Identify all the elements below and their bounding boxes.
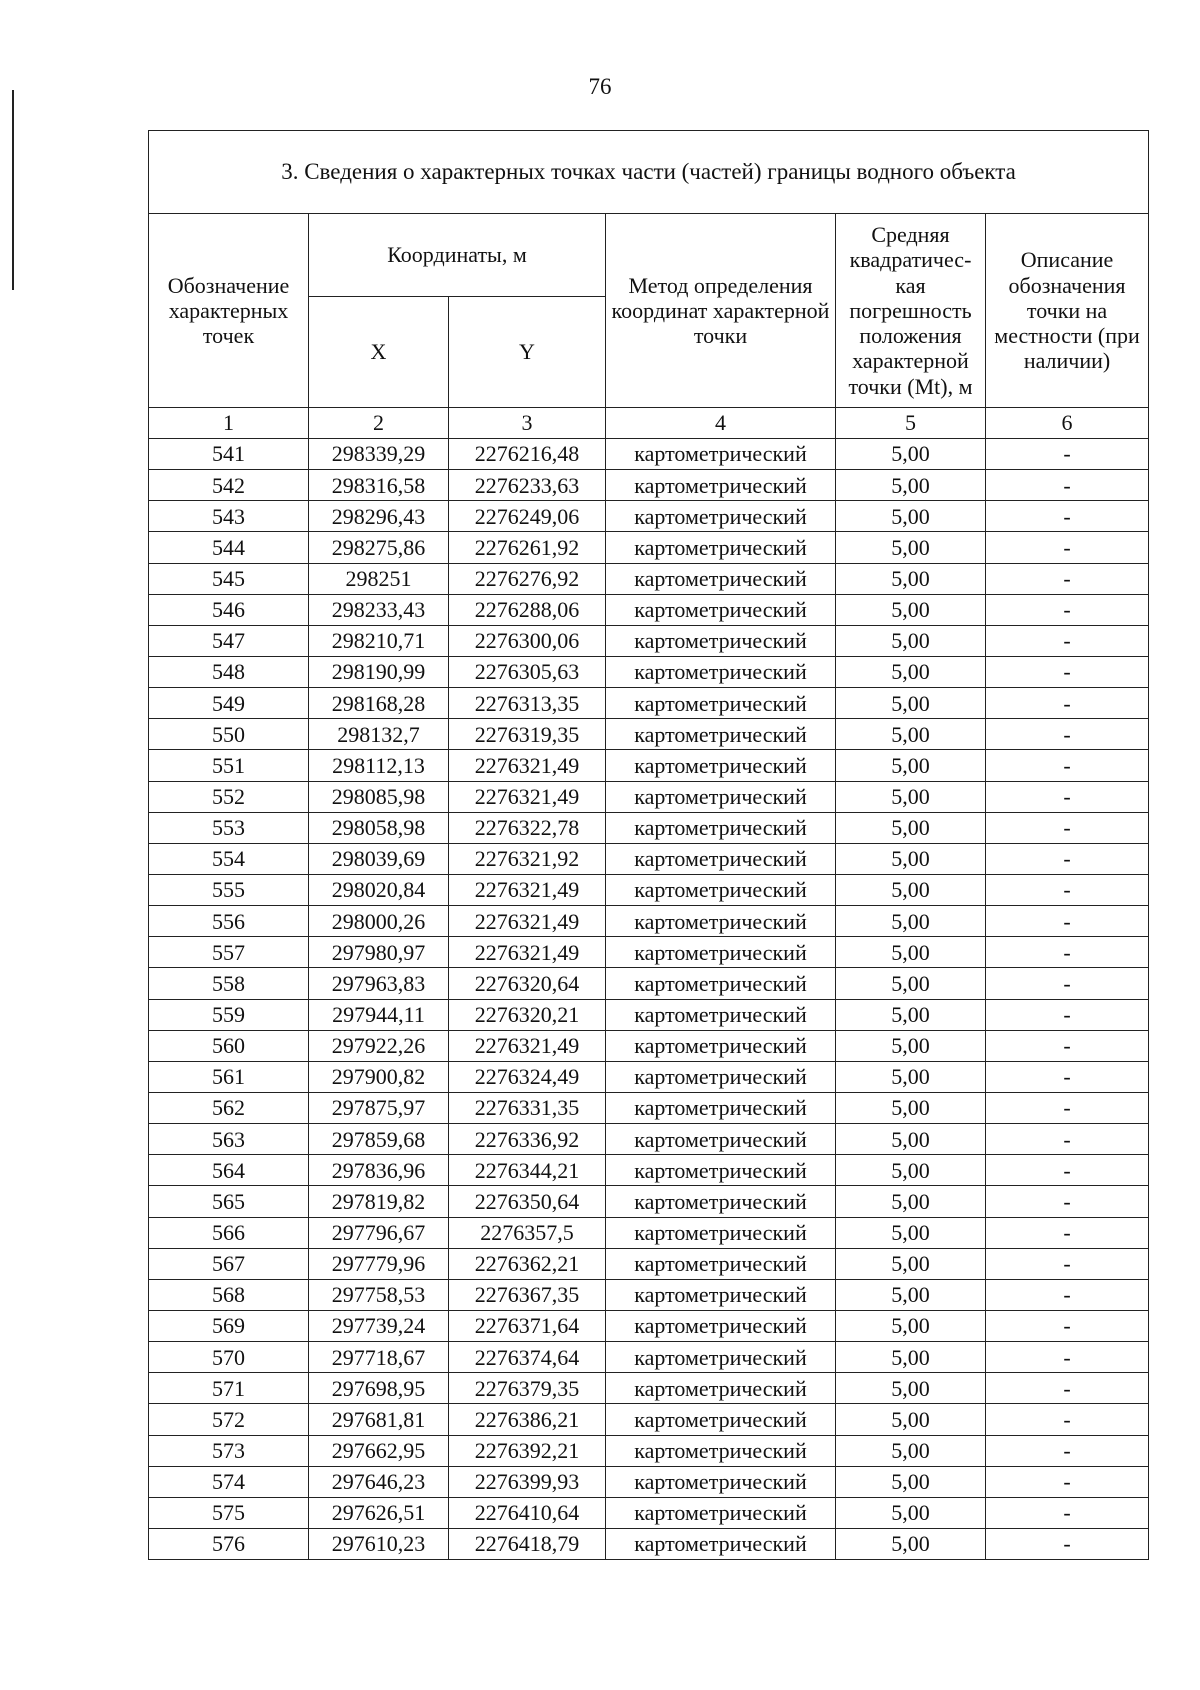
method-cell: картометрический bbox=[606, 937, 836, 968]
method-cell: картометрический bbox=[606, 1310, 836, 1341]
mean-error-cell: 5,00 bbox=[836, 1435, 986, 1466]
method-cell: картометрический bbox=[606, 1497, 836, 1528]
y-coordinate-cell: 2276392,21 bbox=[449, 1435, 606, 1466]
method-cell: картометрический bbox=[606, 1435, 836, 1466]
description-cell: - bbox=[986, 843, 1149, 874]
mean-error-cell: 5,00 bbox=[836, 1466, 986, 1497]
description-cell: - bbox=[986, 1528, 1149, 1559]
description-cell: - bbox=[986, 501, 1149, 532]
mean-error-cell: 5,00 bbox=[836, 719, 986, 750]
y-coordinate-cell: 2276410,64 bbox=[449, 1497, 606, 1528]
y-coordinate-cell: 2276357,5 bbox=[449, 1217, 606, 1248]
mean-error-cell: 5,00 bbox=[836, 1092, 986, 1123]
y-coordinate-cell: 2276313,35 bbox=[449, 688, 606, 719]
y-coordinate-cell: 2276379,35 bbox=[449, 1373, 606, 1404]
header-y: Y bbox=[449, 297, 606, 408]
left-margin-rule bbox=[12, 90, 14, 290]
method-cell: картометрический bbox=[606, 1030, 836, 1061]
table-row bbox=[149, 1404, 1149, 1435]
y-coordinate-cell: 2276288,06 bbox=[449, 594, 606, 625]
x-coordinate-cell: 298190,99 bbox=[309, 656, 449, 687]
table-row bbox=[149, 656, 1149, 687]
description-cell: - bbox=[986, 874, 1149, 905]
x-coordinate-cell: 298132,7 bbox=[309, 719, 449, 750]
mean-error-cell: 5,00 bbox=[836, 1373, 986, 1404]
column-number: 3 bbox=[449, 408, 606, 439]
method-cell: картометрический bbox=[606, 1217, 836, 1248]
x-coordinate-cell: 297836,96 bbox=[309, 1155, 449, 1186]
column-number: 2 bbox=[309, 408, 449, 439]
mean-error-cell: 5,00 bbox=[836, 937, 986, 968]
x-coordinate-cell: 297739,24 bbox=[309, 1310, 449, 1341]
table-row bbox=[149, 1186, 1149, 1217]
table-row bbox=[149, 750, 1149, 781]
y-coordinate-cell: 2276233,63 bbox=[449, 470, 606, 501]
mean-error-cell: 5,00 bbox=[836, 1279, 986, 1310]
header-method: Метод определения координат характерной точки bbox=[606, 214, 836, 408]
description-cell: - bbox=[986, 719, 1149, 750]
mean-error-cell: 5,00 bbox=[836, 532, 986, 563]
mean-error-cell: 5,00 bbox=[836, 439, 986, 470]
y-coordinate-cell: 2276344,21 bbox=[449, 1155, 606, 1186]
y-coordinate-cell: 2276321,49 bbox=[449, 1030, 606, 1061]
y-coordinate-cell: 2276386,21 bbox=[449, 1404, 606, 1435]
y-coordinate-cell: 2276300,06 bbox=[449, 625, 606, 656]
mean-error-cell: 5,00 bbox=[836, 874, 986, 905]
table-row bbox=[149, 1155, 1149, 1186]
table-row bbox=[149, 968, 1149, 999]
point-number-cell: 554 bbox=[149, 843, 309, 874]
mean-error-cell: 5,00 bbox=[836, 1155, 986, 1186]
point-number-cell: 550 bbox=[149, 719, 309, 750]
table-row bbox=[149, 1497, 1149, 1528]
mean-error-cell: 5,00 bbox=[836, 625, 986, 656]
table-row bbox=[149, 625, 1149, 656]
mean-error-cell: 5,00 bbox=[836, 1310, 986, 1341]
mean-error-cell: 5,00 bbox=[836, 1030, 986, 1061]
x-coordinate-cell: 298251 bbox=[309, 563, 449, 594]
mean-error-cell: 5,00 bbox=[836, 594, 986, 625]
table-row bbox=[149, 1030, 1149, 1061]
mean-error-cell: 5,00 bbox=[836, 1342, 986, 1373]
description-cell: - bbox=[986, 812, 1149, 843]
point-number-cell: 575 bbox=[149, 1497, 309, 1528]
point-number-cell: 547 bbox=[149, 625, 309, 656]
x-coordinate-cell: 297681,81 bbox=[309, 1404, 449, 1435]
mean-error-cell: 5,00 bbox=[836, 906, 986, 937]
mean-error-cell: 5,00 bbox=[836, 812, 986, 843]
table-row bbox=[149, 781, 1149, 812]
method-cell: картометрический bbox=[606, 532, 836, 563]
description-cell: - bbox=[986, 1310, 1149, 1341]
x-coordinate-cell: 298085,98 bbox=[309, 781, 449, 812]
y-coordinate-cell: 2276362,21 bbox=[449, 1248, 606, 1279]
table-row bbox=[149, 1248, 1149, 1279]
description-cell: - bbox=[986, 439, 1149, 470]
y-coordinate-cell: 2276321,49 bbox=[449, 906, 606, 937]
table-row bbox=[149, 1092, 1149, 1123]
x-coordinate-cell: 297859,68 bbox=[309, 1124, 449, 1155]
y-coordinate-cell: 2276322,78 bbox=[449, 812, 606, 843]
y-coordinate-cell: 2276321,49 bbox=[449, 937, 606, 968]
description-cell: - bbox=[986, 968, 1149, 999]
y-coordinate-cell: 2276320,64 bbox=[449, 968, 606, 999]
description-cell: - bbox=[986, 625, 1149, 656]
mean-error-cell: 5,00 bbox=[836, 563, 986, 594]
description-cell: - bbox=[986, 470, 1149, 501]
table-title: 3. Сведения о характерных точках части (частей) границы водного объекта bbox=[149, 131, 1149, 214]
y-coordinate-cell: 2276367,35 bbox=[449, 1279, 606, 1310]
point-number-cell: 543 bbox=[149, 501, 309, 532]
mean-error-cell: 5,00 bbox=[836, 781, 986, 812]
point-number-cell: 560 bbox=[149, 1030, 309, 1061]
description-cell: - bbox=[986, 906, 1149, 937]
point-number-cell: 544 bbox=[149, 532, 309, 563]
method-cell: картометрический bbox=[606, 470, 836, 501]
table-row bbox=[149, 1124, 1149, 1155]
mean-error-cell: 5,00 bbox=[836, 1124, 986, 1155]
method-cell: картометрический bbox=[606, 1528, 836, 1559]
description-cell: - bbox=[986, 1030, 1149, 1061]
description-cell: - bbox=[986, 1279, 1149, 1310]
column-number: 4 bbox=[606, 408, 836, 439]
table-row bbox=[149, 470, 1149, 501]
table-row bbox=[149, 812, 1149, 843]
description-cell: - bbox=[986, 1061, 1149, 1092]
mean-error-cell: 5,00 bbox=[836, 501, 986, 532]
point-number-cell: 542 bbox=[149, 470, 309, 501]
mean-error-cell: 5,00 bbox=[836, 750, 986, 781]
x-coordinate-cell: 298275,86 bbox=[309, 532, 449, 563]
table-row bbox=[149, 719, 1149, 750]
x-coordinate-cell: 297922,26 bbox=[309, 1030, 449, 1061]
x-coordinate-cell: 297819,82 bbox=[309, 1186, 449, 1217]
table-row bbox=[149, 1373, 1149, 1404]
point-number-cell: 559 bbox=[149, 999, 309, 1030]
point-number-cell: 558 bbox=[149, 968, 309, 999]
mean-error-cell: 5,00 bbox=[836, 1217, 986, 1248]
description-cell: - bbox=[986, 781, 1149, 812]
y-coordinate-cell: 2276321,49 bbox=[449, 781, 606, 812]
y-coordinate-cell: 2276336,92 bbox=[449, 1124, 606, 1155]
description-cell: - bbox=[986, 594, 1149, 625]
mean-error-cell: 5,00 bbox=[836, 999, 986, 1030]
description-cell: - bbox=[986, 1373, 1149, 1404]
mean-error-cell: 5,00 bbox=[836, 1186, 986, 1217]
mean-error-cell: 5,00 bbox=[836, 1528, 986, 1559]
x-coordinate-cell: 297698,95 bbox=[309, 1373, 449, 1404]
mean-error-cell: 5,00 bbox=[836, 968, 986, 999]
x-coordinate-cell: 297610,23 bbox=[309, 1528, 449, 1559]
y-coordinate-cell: 2276261,92 bbox=[449, 532, 606, 563]
header-coordinates: Координаты, м bbox=[309, 214, 606, 297]
x-coordinate-cell: 298233,43 bbox=[309, 594, 449, 625]
mean-error-cell: 5,00 bbox=[836, 1404, 986, 1435]
description-cell: - bbox=[986, 688, 1149, 719]
table-row bbox=[149, 1435, 1149, 1466]
header-x: X bbox=[309, 297, 449, 408]
method-cell: картометрический bbox=[606, 625, 836, 656]
column-numbers-row bbox=[149, 408, 1149, 439]
x-coordinate-cell: 297646,23 bbox=[309, 1466, 449, 1497]
point-number-cell: 564 bbox=[149, 1155, 309, 1186]
description-cell: - bbox=[986, 656, 1149, 687]
y-coordinate-cell: 2276276,92 bbox=[449, 563, 606, 594]
y-coordinate-cell: 2276418,79 bbox=[449, 1528, 606, 1559]
method-cell: картометрический bbox=[606, 812, 836, 843]
table-row bbox=[149, 563, 1149, 594]
description-cell: - bbox=[986, 1404, 1149, 1435]
table-row bbox=[149, 1061, 1149, 1092]
x-coordinate-cell: 298039,69 bbox=[309, 843, 449, 874]
table-body bbox=[149, 439, 1149, 1560]
y-coordinate-cell: 2276331,35 bbox=[449, 1092, 606, 1123]
method-cell: картометрический bbox=[606, 1279, 836, 1310]
x-coordinate-cell: 297758,53 bbox=[309, 1279, 449, 1310]
table-row bbox=[149, 1279, 1149, 1310]
point-number-cell: 553 bbox=[149, 812, 309, 843]
y-coordinate-cell: 2276374,64 bbox=[449, 1342, 606, 1373]
method-cell: картометрический bbox=[606, 1092, 836, 1123]
method-cell: картометрический bbox=[606, 906, 836, 937]
description-cell: - bbox=[986, 1092, 1149, 1123]
x-coordinate-cell: 298210,71 bbox=[309, 625, 449, 656]
mean-error-cell: 5,00 bbox=[836, 470, 986, 501]
x-coordinate-cell: 298000,26 bbox=[309, 906, 449, 937]
y-coordinate-cell: 2276371,64 bbox=[449, 1310, 606, 1341]
point-number-cell: 563 bbox=[149, 1124, 309, 1155]
method-cell: картометрический bbox=[606, 1342, 836, 1373]
y-coordinate-cell: 2276321,92 bbox=[449, 843, 606, 874]
description-cell: - bbox=[986, 1217, 1149, 1248]
method-cell: картометрический bbox=[606, 1186, 836, 1217]
column-number: 6 bbox=[986, 408, 1149, 439]
point-number-cell: 574 bbox=[149, 1466, 309, 1497]
description-cell: - bbox=[986, 1186, 1149, 1217]
header-description: Описание обозначения точки на местности (при наличии) bbox=[986, 214, 1149, 408]
y-coordinate-cell: 2276321,49 bbox=[449, 750, 606, 781]
table-row bbox=[149, 439, 1149, 470]
table-row bbox=[149, 1466, 1149, 1497]
mean-error-cell: 5,00 bbox=[836, 843, 986, 874]
point-number-cell: 569 bbox=[149, 1310, 309, 1341]
y-coordinate-cell: 2276216,48 bbox=[449, 439, 606, 470]
method-cell: картометрический bbox=[606, 501, 836, 532]
table-row bbox=[149, 906, 1149, 937]
x-coordinate-cell: 297718,67 bbox=[309, 1342, 449, 1373]
description-cell: - bbox=[986, 750, 1149, 781]
point-number-cell: 567 bbox=[149, 1248, 309, 1279]
x-coordinate-cell: 298296,43 bbox=[309, 501, 449, 532]
description-cell: - bbox=[986, 999, 1149, 1030]
point-number-cell: 549 bbox=[149, 688, 309, 719]
x-coordinate-cell: 297944,11 bbox=[309, 999, 449, 1030]
point-number-cell: 551 bbox=[149, 750, 309, 781]
x-coordinate-cell: 297662,95 bbox=[309, 1435, 449, 1466]
description-cell: - bbox=[986, 1248, 1149, 1279]
boundary-points-table bbox=[148, 130, 1149, 1560]
y-coordinate-cell: 2276320,21 bbox=[449, 999, 606, 1030]
mean-error-cell: 5,00 bbox=[836, 656, 986, 687]
header-mean-error: Средняя квадратичес-кая погрешность положения характерной точки (Mt), м bbox=[836, 214, 986, 408]
point-number-cell: 570 bbox=[149, 1342, 309, 1373]
table-row bbox=[149, 1342, 1149, 1373]
table-row bbox=[149, 999, 1149, 1030]
description-cell: - bbox=[986, 1342, 1149, 1373]
table-row bbox=[149, 1528, 1149, 1559]
method-cell: картометрический bbox=[606, 563, 836, 594]
method-cell: картометрический bbox=[606, 688, 836, 719]
table-row bbox=[149, 501, 1149, 532]
y-coordinate-cell: 2276321,49 bbox=[449, 874, 606, 905]
description-cell: - bbox=[986, 1124, 1149, 1155]
point-number-cell: 572 bbox=[149, 1404, 309, 1435]
point-number-cell: 548 bbox=[149, 656, 309, 687]
mean-error-cell: 5,00 bbox=[836, 1248, 986, 1279]
table-row bbox=[149, 688, 1149, 719]
y-coordinate-cell: 2276350,64 bbox=[449, 1186, 606, 1217]
x-coordinate-cell: 298112,13 bbox=[309, 750, 449, 781]
description-cell: - bbox=[986, 1466, 1149, 1497]
x-coordinate-cell: 298339,29 bbox=[309, 439, 449, 470]
x-coordinate-cell: 297626,51 bbox=[309, 1497, 449, 1528]
method-cell: картометрический bbox=[606, 843, 836, 874]
point-number-cell: 568 bbox=[149, 1279, 309, 1310]
method-cell: картометрический bbox=[606, 750, 836, 781]
point-number-cell: 555 bbox=[149, 874, 309, 905]
method-cell: картометрический bbox=[606, 1155, 836, 1186]
x-coordinate-cell: 297900,82 bbox=[309, 1061, 449, 1092]
point-number-cell: 541 bbox=[149, 439, 309, 470]
method-cell: картометрический bbox=[606, 999, 836, 1030]
x-coordinate-cell: 297779,96 bbox=[309, 1248, 449, 1279]
header-point-designation: Обозначение характерных точек bbox=[149, 214, 309, 408]
y-coordinate-cell: 2276399,93 bbox=[449, 1466, 606, 1497]
method-cell: картометрический bbox=[606, 719, 836, 750]
table-row bbox=[149, 1217, 1149, 1248]
method-cell: картометрический bbox=[606, 1061, 836, 1092]
x-coordinate-cell: 298168,28 bbox=[309, 688, 449, 719]
x-coordinate-cell: 297980,97 bbox=[309, 937, 449, 968]
table-row bbox=[149, 594, 1149, 625]
y-coordinate-cell: 2276319,35 bbox=[449, 719, 606, 750]
description-cell: - bbox=[986, 1155, 1149, 1186]
method-cell: картометрический bbox=[606, 874, 836, 905]
point-number-cell: 552 bbox=[149, 781, 309, 812]
x-coordinate-cell: 297963,83 bbox=[309, 968, 449, 999]
point-number-cell: 561 bbox=[149, 1061, 309, 1092]
y-coordinate-cell: 2276305,63 bbox=[449, 656, 606, 687]
description-cell: - bbox=[986, 1497, 1149, 1528]
page-number: 76 bbox=[588, 74, 612, 99]
table-row bbox=[149, 937, 1149, 968]
x-coordinate-cell: 297875,97 bbox=[309, 1092, 449, 1123]
method-cell: картометрический bbox=[606, 781, 836, 812]
table-row bbox=[149, 532, 1149, 563]
point-number-cell: 556 bbox=[149, 906, 309, 937]
point-number-cell: 546 bbox=[149, 594, 309, 625]
mean-error-cell: 5,00 bbox=[836, 1061, 986, 1092]
method-cell: картометрический bbox=[606, 1124, 836, 1155]
point-number-cell: 571 bbox=[149, 1373, 309, 1404]
method-cell: картометрический bbox=[606, 594, 836, 625]
column-number: 5 bbox=[836, 408, 986, 439]
point-number-cell: 576 bbox=[149, 1528, 309, 1559]
column-number: 1 bbox=[149, 408, 309, 439]
method-cell: картометрический bbox=[606, 968, 836, 999]
x-coordinate-cell: 298020,84 bbox=[309, 874, 449, 905]
table-row bbox=[149, 1310, 1149, 1341]
method-cell: картометрический bbox=[606, 1248, 836, 1279]
y-coordinate-cell: 2276249,06 bbox=[449, 501, 606, 532]
x-coordinate-cell: 297796,67 bbox=[309, 1217, 449, 1248]
mean-error-cell: 5,00 bbox=[836, 688, 986, 719]
method-cell: картометрический bbox=[606, 1466, 836, 1497]
x-coordinate-cell: 298058,98 bbox=[309, 812, 449, 843]
method-cell: картометрический bbox=[606, 1404, 836, 1435]
method-cell: картометрический bbox=[606, 1373, 836, 1404]
y-coordinate-cell: 2276324,49 bbox=[449, 1061, 606, 1092]
method-cell: картометрический bbox=[606, 439, 836, 470]
description-cell: - bbox=[986, 1435, 1149, 1466]
point-number-cell: 562 bbox=[149, 1092, 309, 1123]
description-cell: - bbox=[986, 937, 1149, 968]
point-number-cell: 565 bbox=[149, 1186, 309, 1217]
description-cell: - bbox=[986, 532, 1149, 563]
description-cell: - bbox=[986, 563, 1149, 594]
point-number-cell: 573 bbox=[149, 1435, 309, 1466]
point-number-cell: 557 bbox=[149, 937, 309, 968]
point-number-cell: 545 bbox=[149, 563, 309, 594]
method-cell: картометрический bbox=[606, 656, 836, 687]
mean-error-cell: 5,00 bbox=[836, 1497, 986, 1528]
table-row bbox=[149, 874, 1149, 905]
x-coordinate-cell: 298316,58 bbox=[309, 470, 449, 501]
point-number-cell: 566 bbox=[149, 1217, 309, 1248]
table-row bbox=[149, 843, 1149, 874]
